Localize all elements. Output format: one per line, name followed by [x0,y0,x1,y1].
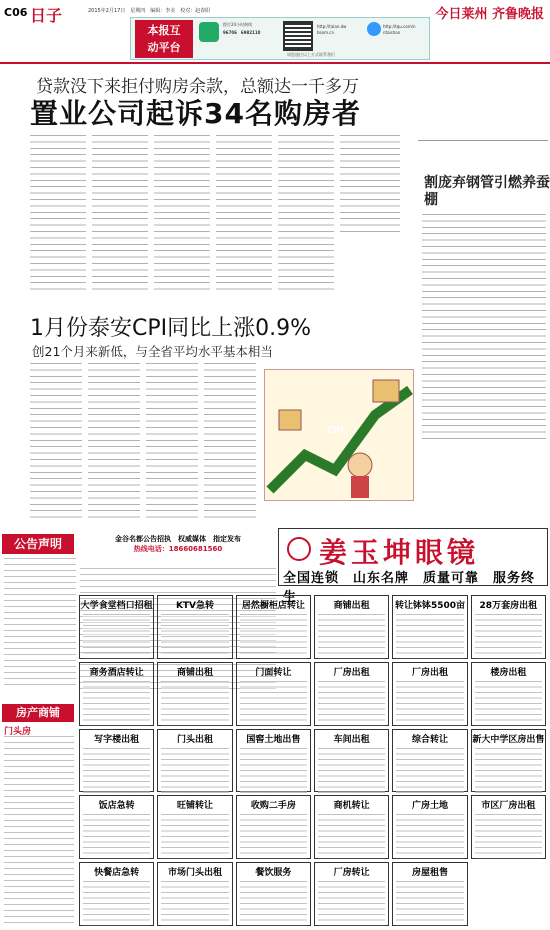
classified-ad [314,795,389,859]
classified-ad [236,729,311,793]
classified-title: 国窖土地出售 [246,734,301,745]
classified-ad [79,662,154,726]
lead-story-body [30,130,408,298]
classified-title: 房屋租售 [411,868,448,879]
classified-body [83,681,150,728]
classified-title: 新大中学区房出售 [472,734,545,745]
classified-ad [157,595,232,659]
text-column [154,135,210,295]
classified-ad [314,595,389,659]
classified-body [83,614,150,661]
classified-ad [392,729,467,793]
classified-title: 厂房转让 [333,868,370,879]
web-link-1b: bsom.cn [317,30,334,35]
classified-ad [79,729,154,793]
hotline: 热线电话：18660681560 [133,545,223,553]
brand-name: 姜玉坤眼镜 [319,536,480,569]
brand-slogan: 全国连锁 山东名牌 质量可靠 服务终生 [283,571,536,605]
classified-ad [157,795,232,859]
classified-body [161,614,228,661]
property-header: 房产商铺 [2,704,74,722]
classified-ad [236,795,311,859]
classified-ad [79,595,154,659]
classified-body [318,881,385,928]
cpi-headline: 1月份泰安CPI同比上涨0.9% [30,316,312,341]
text-column [88,363,140,518]
classified-title: 大学食堂档口招租 [80,601,153,611]
classified-ad [157,862,232,926]
text-column [340,135,400,235]
classified-body [161,681,228,728]
text-column [146,363,198,518]
classified-title: 转让钵钵5500亩 [394,601,466,611]
classified-ad [157,729,232,793]
phone-icon [199,22,219,42]
classified-ad [471,662,546,726]
classified-body [161,748,228,795]
classified-ad [79,862,154,926]
classified-title: 商机转让 [333,801,370,812]
classified-ad [392,662,467,726]
chart-label: CPI [327,426,344,436]
classified-body [318,614,385,661]
qr-code-icon [283,21,313,51]
shop-sale-list [4,736,74,926]
divider [418,140,548,141]
classified-title: 楼房出租 [490,667,527,678]
classified-body [240,681,307,728]
classified-ad [157,662,232,726]
classified-ad [236,595,311,659]
phone-label: 拨打24小时热线 [223,22,253,27]
classified-title: 餐饮服务 [255,868,292,879]
classified-title: 28万套房出租 [479,601,538,611]
lead-kicker: 贷款没下来拒付购房余款，总额达一千多万 [36,77,359,97]
classified-title: 饭店急转 [98,801,135,812]
classified-title: 快餐店急转 [94,868,140,879]
notice-list [4,558,76,688]
ad-footer: 请您通过以上方式联系我们 [287,52,335,57]
classified-body [83,881,150,928]
brand-logo-icon [287,537,311,561]
text-column [278,135,334,295]
classified-ad [471,595,546,659]
classified-body [240,614,307,661]
classified-title: 居然橱柜店转让 [241,601,305,611]
side-story-title: 割庞弃钢管引燃养蚕棚 [424,175,550,208]
classified-body [475,681,542,728]
classified-title: 市场门头出租 [167,868,222,879]
classified-body [318,748,385,795]
classified-ad [314,662,389,726]
newspaper-logo: 今日莱州 齐鲁晚报 [435,7,544,22]
text-column [30,135,86,295]
classified-title: 厂房出租 [411,667,448,678]
cpi-illustration [264,369,414,501]
classified-body [475,814,542,861]
cpi-subhead: 创21个月来新低，与全省平均水平基本相当 [32,344,273,359]
side-story-body [422,214,546,439]
classified-ad [314,862,389,926]
classified-body [240,881,307,928]
classified-title: 门面转让 [255,667,292,678]
classified-title: 门头出租 [176,734,213,745]
classified-title: 商铺出租 [333,601,370,611]
web-link-2: http://tqu.com/n [383,24,416,29]
classified-body [396,681,463,728]
classified-ad [392,862,467,926]
classified-body [396,614,463,661]
public-notice-header: 公告声明 [2,534,74,554]
classified-title: 写字楼出租 [94,734,140,745]
classified-body [475,614,542,661]
classified-grid [78,594,548,928]
cpi-story-body [30,363,260,523]
classified-body [396,748,463,795]
classified-ad [236,662,311,726]
classified-title: 厂房出租 [333,667,370,678]
classified-body [83,748,150,795]
page-number: C06 [4,6,28,19]
classified-title: 广房土地 [411,801,448,812]
classified-title: 商务酒店转让 [89,667,144,678]
classified-body [240,748,307,795]
classified-ad [392,795,467,859]
classified-title: 市区厂房出租 [481,801,536,812]
page-header [0,0,550,64]
classified-ad [392,595,467,659]
classified-body [161,881,228,928]
classified-ad [314,729,389,793]
cpi-cartoon-icon [265,370,415,502]
classified-title: 商铺出租 [176,667,213,678]
classified-title: 车间出租 [333,734,370,745]
text-column [92,135,148,295]
lead-headline: 置业公司起诉34名购房者 [30,97,361,130]
center-notice [80,534,276,564]
classified-title: KTV急转 [175,601,215,611]
classified-ad [79,795,154,859]
dateline: 2015年2月17日 星期四 编辑：李美 校对：赵春阳 [88,8,211,14]
classified-title: 收购二手房 [250,801,296,812]
classified-body [396,814,463,861]
shop-sale-title: 门头房 [4,727,32,737]
classified-body [318,814,385,861]
text-column [204,363,256,518]
ad-title: 本报互 动平台 [135,20,193,58]
classified-title: 旺铺转让 [176,801,213,812]
text-column [30,363,82,518]
notice-banner: 金谷名都公告招执 权威媒体 指定发布 [115,535,241,543]
web-link-1: http://taian.dw [317,24,347,29]
classified-title: 综合转让 [411,734,448,745]
interactive-platform-ad [130,17,430,60]
classified-ad [471,729,546,793]
classified-ad [471,795,546,859]
classified-body [161,814,228,861]
classified-body [396,881,463,928]
text-column [216,135,272,295]
classified-body [475,748,542,795]
classified-body [240,814,307,861]
section-title: 日子 [30,6,63,25]
classified-body [83,814,150,861]
classified-body [318,681,385,728]
classified-ad [236,862,311,926]
web-link-2b: ntaishan [383,30,401,35]
phone-number: 96706 6982110 [223,30,261,35]
jiang-optical-ad [278,528,548,605]
weibo-icon [367,22,381,36]
